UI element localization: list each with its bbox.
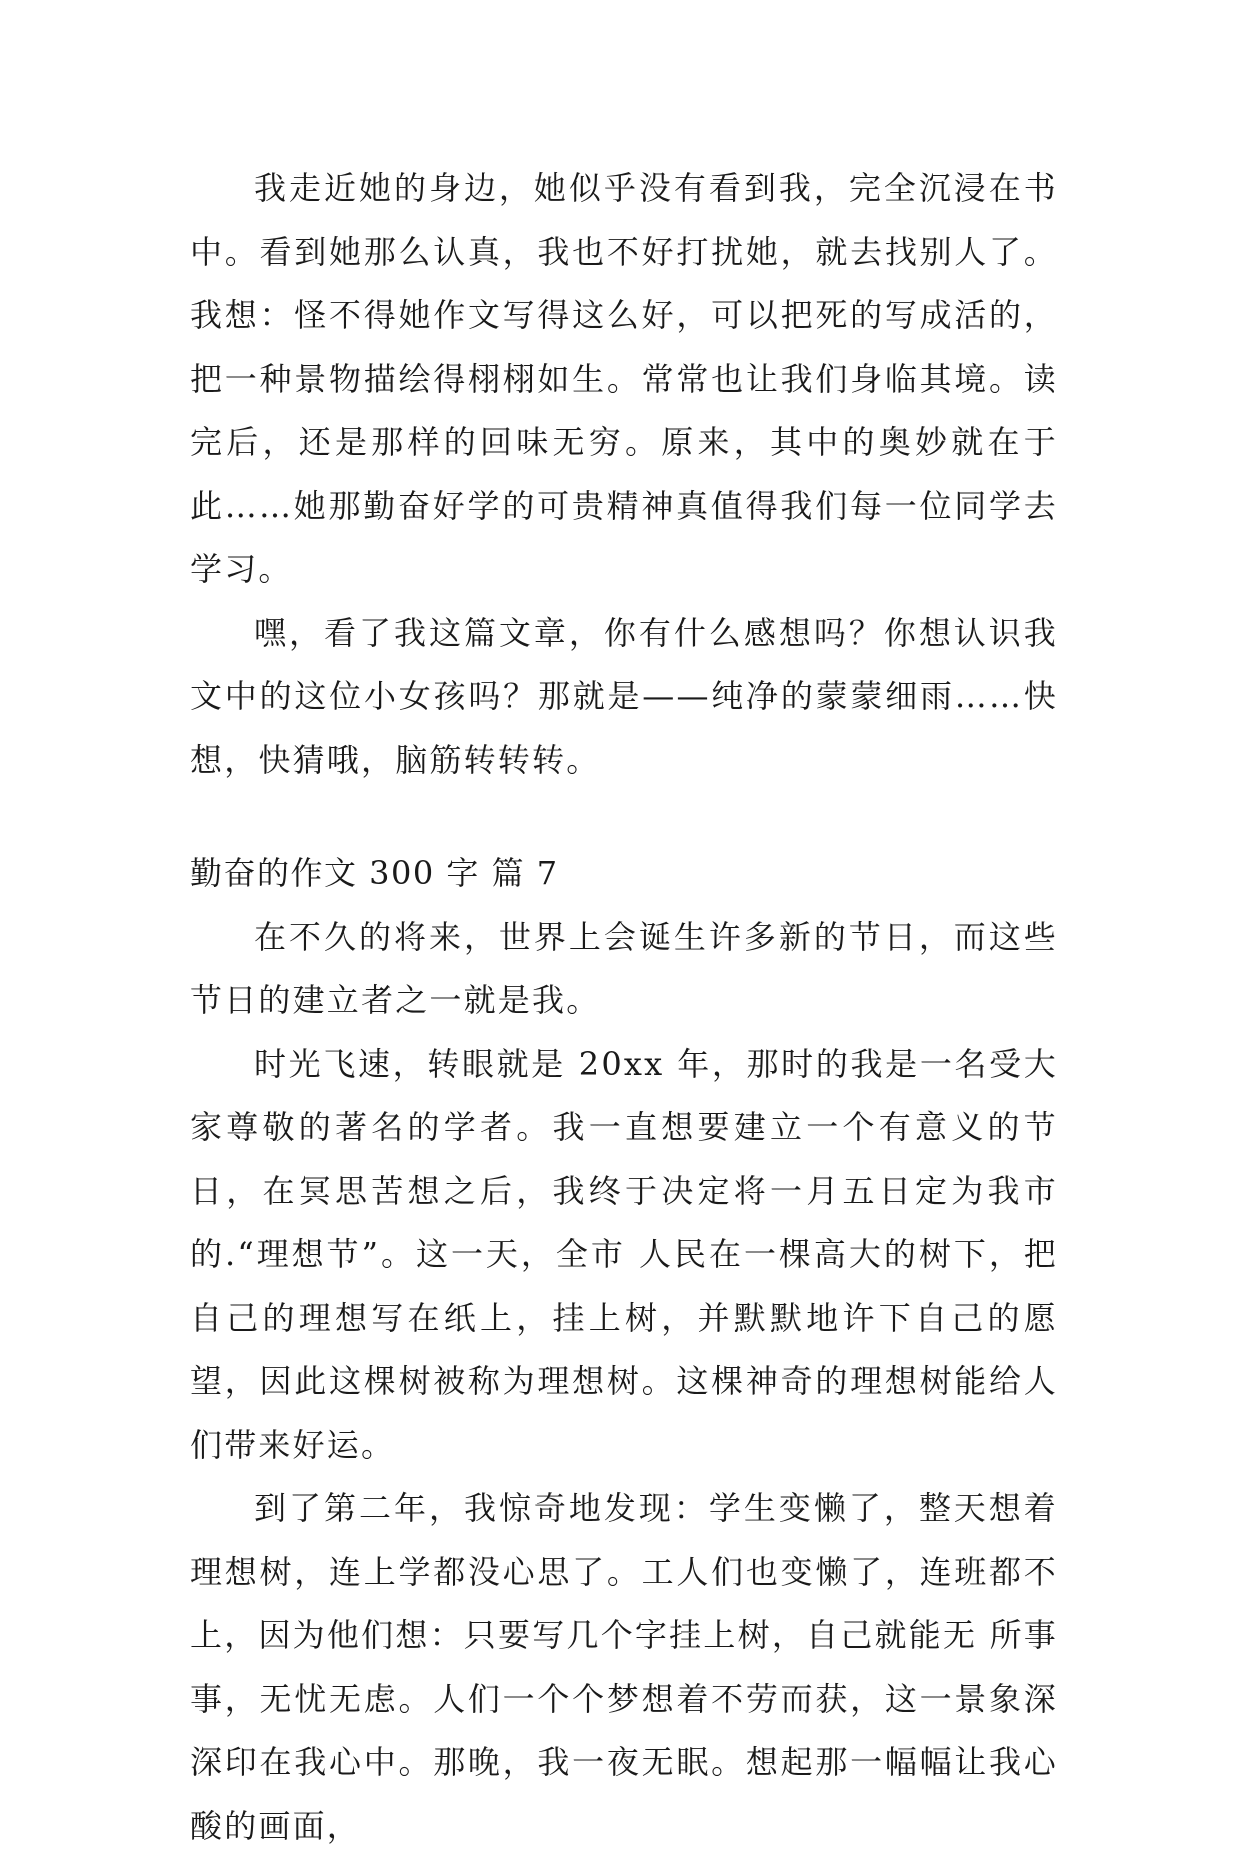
paragraph: 在不久的将来，世界上会诞生许多新的节日，而这些节日的建立者之一就是我。 bbox=[190, 917, 1058, 1019]
document-body bbox=[190, 157, 1058, 1858]
paragraph: 嘿，看了我这篇文章，你有什么感想吗？你想认识我文中的这位小女孩吗？那就是——纯净的蒙蒙细雨……快想，快猜哦，脑筋转转转。 bbox=[190, 613, 1058, 779]
paragraph: 时光飞速，转眼就是 20xx 年，那时的我是一名受大家尊敬的著名的学者。我一直想要建立一个有意义的节日，在冥思苦想之后，我终于决定将一月五日定为我市的.“理想节”。这一天，全市 人民在一棵高大的树下，把自己的理想写在纸上，挂上树，并默默地许下自己的愿望，因此这棵树被称为理想树。这棵神奇的理想树能给人们带来好运。 bbox=[190, 1044, 1058, 1464]
section-heading: 勤奋的作文 300 字 篇 7 bbox=[190, 854, 559, 892]
paragraph: 到了第二年，我惊奇地发现：学生变懒了，整天想着理想树，连上学都没心思了。工人们也变懒了，连班都不上，因为他们想：只要写几个字挂上树，自己就能无 所事事，无忧无虑。人们一个个梦想着不劳而获，这一景象深深印在我心中。那晚，我一夜无眠。想起那一幅幅让我心酸的画面， bbox=[190, 1489, 1058, 1845]
paragraph: 我走近她的身边，她似乎没有看到我，完全沉浸在书中。看到她那么认真，我也不好打扰她，就去找别人了。我想：怪不得她作文写得这么好，可以把死的写成活的，把一种景物描绘得栩栩如生。常常也让我们身临其境。读完后，还是那样的回味无穷。原来，其中的奥妙就在于此……她那勤奋好学的可贵精神真值得我们每一位同学去学习。 bbox=[190, 169, 1058, 588]
section-gap bbox=[190, 792, 1058, 842]
